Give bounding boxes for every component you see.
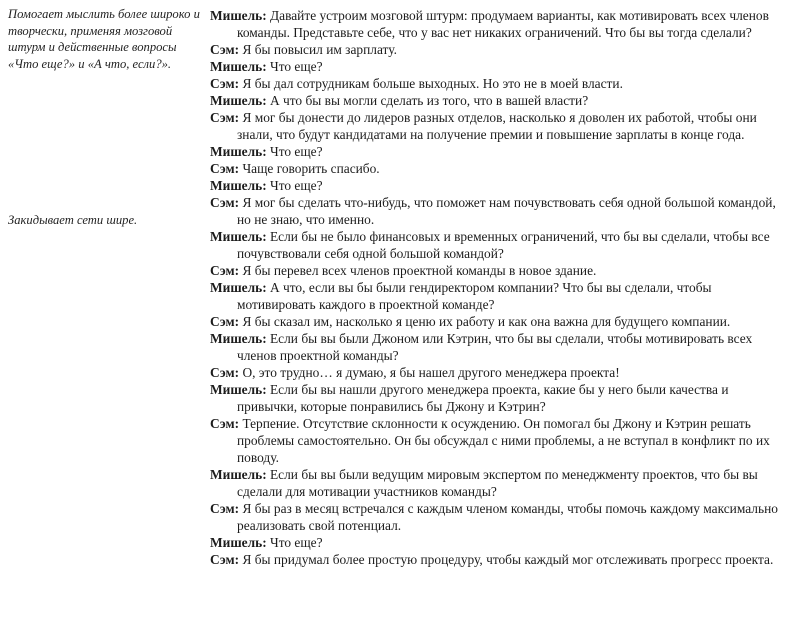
dialogue-line	[210, 160, 789, 177]
speaker-name: Мишель:	[210, 93, 267, 108]
speaker-name: Сэм:	[210, 416, 240, 431]
dialogue-line	[210, 58, 789, 75]
dialogue-line	[210, 330, 789, 364]
margin-note: Помогает мыслить более широко и творчески, применяя мозговой штурм и действенные вопросы «Что еще?» и «А что, если?».	[8, 7, 200, 71]
speaker-name: Сэм:	[210, 501, 240, 516]
dialogue-line	[210, 177, 789, 194]
utterance-text: Я бы придумал более простую процедуру, чтобы каждый мог отслеживать прогресс проекта.	[239, 552, 774, 567]
dialogue-line	[210, 364, 789, 381]
speaker-name: Сэм:	[210, 42, 240, 57]
speaker-name: Сэм:	[210, 161, 240, 176]
speaker-name: Сэм:	[210, 195, 240, 210]
utterance-text: Я мог бы сделать что-нибудь, что поможет нам почувствовать себя одной большой командой, но не знаю, что именно.	[237, 195, 776, 227]
speaker-name: Сэм:	[210, 365, 240, 380]
utterance-text: А что бы вы могли сделать из того, что в вашей власти?	[266, 93, 589, 108]
utterance-text: Я мог бы донести до лидеров разных отделов, насколько я доволен их работой, чтобы они знали, что будут кандидатами на получение премии и повышение зарплаты в конце года.	[237, 110, 757, 142]
dialogue-line	[210, 381, 789, 415]
utterance-text: Я бы повысил им зарплату.	[239, 42, 397, 57]
dialogue-line	[210, 194, 789, 228]
utterance-text: Что еще?	[266, 178, 323, 193]
utterance-text: Я бы раз в месяц встречался с каждым членом команды, чтобы помочь каждому максимально реализовать свой потенциал.	[237, 501, 778, 533]
dialogue-line	[210, 262, 789, 279]
utterance-text: Если бы вы были ведущим мировым экспертом по менеджменту проектов, что бы вы сделали для мотивации участников команды?	[237, 467, 758, 499]
speaker-name: Мишель:	[210, 467, 267, 482]
utterance-text: Терпение. Отсутствие склонности к осуждению. Он помогал бы Джону и Кэтрин решать проблемы самостоятельно. Он бы обсуждал с ними проблемы, а не вступал в конфликт по их поводу.	[237, 416, 770, 465]
speaker-name: Мишель:	[210, 59, 267, 74]
speaker-name: Мишель:	[210, 8, 267, 23]
speaker-name: Мишель:	[210, 178, 267, 193]
speaker-name: Мишель:	[210, 382, 267, 397]
speaker-name: Сэм:	[210, 552, 240, 567]
utterance-text: Давайте устроим мозговой штурм: продумаем варианты, как мотивировать всех членов команды. Представьте себе, что у вас нет никаких ограничений. Что бы вы тогда сделали?	[237, 8, 769, 40]
dialogue-line	[210, 228, 789, 262]
dialogue-line	[210, 109, 789, 143]
margin-column	[8, 0, 206, 639]
dialogue-line	[210, 279, 789, 313]
dialogue-line	[210, 500, 789, 534]
utterance-text: Если бы не было финансовых и временных ограничений, что бы вы сделали, чтобы все почувствовали себя одной большой командой?	[237, 229, 770, 261]
dialogue-line	[210, 143, 789, 160]
dialogue-line	[210, 466, 789, 500]
utterance-text: Я бы дал сотрудникам больше выходных. Но это не в моей власти.	[239, 76, 623, 91]
speaker-name: Мишель:	[210, 535, 267, 550]
speaker-name: Мишель:	[210, 144, 267, 159]
speaker-name: Мишель:	[210, 280, 267, 295]
margin-note: Закидывает сети шире.	[8, 213, 138, 227]
speaker-name: Сэм:	[210, 263, 240, 278]
speaker-name: Сэм:	[210, 76, 240, 91]
utterance-text: Если бы вы были Джоном или Кэтрин, что бы вы сделали, чтобы мотивировать всех членов проектной команды?	[237, 331, 753, 363]
dialogue-line	[210, 92, 789, 109]
utterance-text: Если бы вы нашли другого менеджера проекта, какие бы у него были качества и привычки, которые понравились бы Джону и Кэтрин?	[237, 382, 729, 414]
utterance-text: Что еще?	[266, 144, 323, 159]
speaker-name: Мишель:	[210, 229, 267, 244]
dialogue-line	[210, 313, 789, 330]
speaker-name: Мишель:	[210, 331, 267, 346]
utterance-text: Что еще?	[266, 535, 323, 550]
dialogue-line	[210, 415, 789, 466]
dialogue-line	[210, 7, 789, 41]
utterance-text: А что, если вы бы были гендиректором компании? Что бы вы сделали, чтобы мотивировать каждого в проектной команде?	[237, 280, 712, 312]
dialogue-line	[210, 551, 789, 568]
utterance-text: Я бы перевел всех членов проектной команды в новое здание.	[239, 263, 597, 278]
utterance-text: Я бы сказал им, насколько я ценю их работу и как она важна для будущего компании.	[239, 314, 731, 329]
dialogue-line	[210, 75, 789, 92]
speaker-name: Сэм:	[210, 110, 240, 125]
utterance-text: Чаще говорить спасибо.	[239, 161, 380, 176]
dialogue-line	[210, 41, 789, 58]
utterance-text: Что еще?	[266, 59, 323, 74]
dialogue-line	[210, 534, 789, 551]
speaker-name: Сэм:	[210, 314, 240, 329]
utterance-text: О, это трудно… я думаю, я бы нашел другого менеджера проекта!	[239, 365, 620, 380]
dialogue-list	[210, 7, 789, 568]
